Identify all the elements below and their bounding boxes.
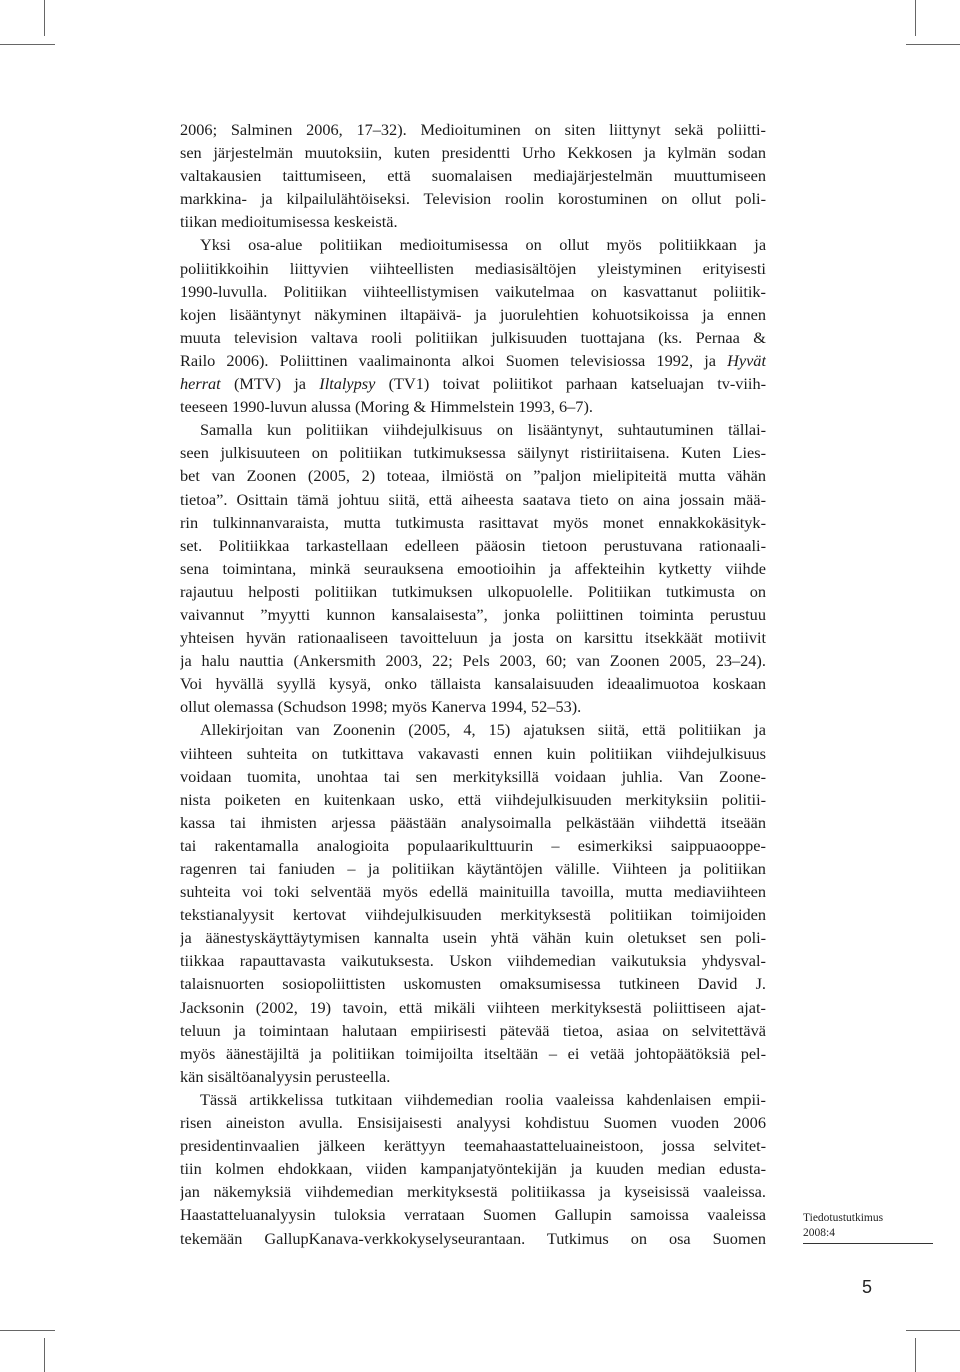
crop-mark xyxy=(0,44,55,45)
text-line: poliitikkoihin liittyvien viihteellisten mediasisältöjen yleistyminen erityisesti xyxy=(180,258,766,278)
text-line: seen julkisuuteen on politiikan tutkimuksessa säilynyt ristiriitaisena. Kuten Lies- xyxy=(180,443,766,463)
text-line: rajautuu helposti politiikan tutkimuksen ulkopuolelle. Politiikan tutkimusta on xyxy=(180,581,766,601)
text-line: 1990-luvulla. Politiikan viihteellistymisen vaikutelmaa on kasvattanut poliitik- xyxy=(180,281,766,301)
text-line: risen aineiston avulla. Ensisijaisesti analyysi kohdistuu Suomen vuoden 2006 xyxy=(180,1113,766,1133)
text-line: talaisnuorten sosiopoliittisten uskomusten omaksumisessa tutkineen David J. xyxy=(180,974,766,994)
text-line: voidaan tuomita, unohtaa tai sen merkityksillä voidaan juhlia. Van Zoone- xyxy=(180,766,766,786)
sidebar-divider xyxy=(803,1243,933,1244)
text-line: kojen lisääntynyt näkyminen iltapäivä- ja juorulehtien kohuotsikoissa ja ennen xyxy=(180,304,766,324)
journal-issue: 2008:4 xyxy=(803,1227,835,1239)
text-line: herrat (MTV) ja Iltalypsy (TV1) toivat poliitikot parhaan katseluajan tv-viih- xyxy=(180,374,766,394)
text-line: suhteita voi toki selventää myös edellä mainituilla tavoilla, mutta mediaviihteen xyxy=(180,882,766,902)
crop-mark xyxy=(44,1338,45,1372)
body-text xyxy=(180,118,766,1250)
text-line: ollut olemassa (Schudson 1998; myös Kanerva 1994, 52–53). xyxy=(180,697,582,717)
text-line: tekstianalyysit kertovat viihdejulkisuuden merkityksestä politiikan toimijoiden xyxy=(180,905,766,925)
text-line: Samalla kun politiikan viihdejulkisuus on lisääntynyt, suhtautuminen tällai- xyxy=(200,420,766,440)
text-line: Yksi osa-alue politiikan medioitumisessa on ollut myös politiikkaan ja xyxy=(200,235,766,255)
crop-mark xyxy=(0,1330,55,1331)
text-line: bet van Zoonen (2005, 2) toteaa, ilmiöstä on ”paljon mielipiteitä mutta vähän xyxy=(180,466,766,486)
text-line: myös äänestäjiltä ja politiikan toimijoilta itseltään – ei vetää johtopäätöksiä pel- xyxy=(180,1043,766,1063)
page-number: 5 xyxy=(862,1277,873,1297)
text-line: 2006; Salminen 2006, 17–32). Medioituminen on siten liittynyt sekä poliitti- xyxy=(180,120,766,139)
crop-mark xyxy=(906,44,960,45)
text-line: tiin kolmen ehdokkaan, viiden kampanjatyöntekijän ja kuuden median edusta- xyxy=(180,1159,766,1179)
text-line: tekemään GallupKanava-verkkokyselyseurantaan. Tutkimus on osa Suomen xyxy=(180,1228,766,1248)
text-line: Jacksonin (2002, 19) tavoin, että mikäli viihteen merkityksestä poliittiseen ajat- xyxy=(180,997,766,1017)
text-line: tiikkaa rapauttavasta vaikutuksesta. Uskon viihdemedian vaikutuksia yhdysval- xyxy=(180,951,766,971)
text-line: viihteen suhteita on tutkittava vakavasti ennen kuin politiikan viihdejulkisuus xyxy=(180,743,766,763)
journal-sidebar-note xyxy=(803,1211,883,1241)
text-line: ja äänestyskäyttäytymisen kannalta usein yhtä vähän kuin oletukset sen poli- xyxy=(180,928,766,948)
text-line: rin tulkinnanvaraista, mutta tutkimusta rasittavat myös monet ennakkokäsityk- xyxy=(180,512,766,532)
text-line: yhteisen hyvän rationaaliseen tavoitteluun ja josta on karsittu itsekkäät motiivit xyxy=(180,628,766,648)
crop-mark xyxy=(906,1330,960,1331)
crop-mark xyxy=(44,0,45,36)
text-line: Voi hyvällä syyllä kysyä, onko tällaista kansalaisuuden ideaalimuotoa koskaan xyxy=(180,674,766,694)
text-line: Tässä artikkelissa tutkitaan viihdemedian roolia vaaleissa kahdenlaisen empii- xyxy=(200,1089,766,1109)
text-line: tiikan medioitumisessa keskeistä. xyxy=(180,212,398,232)
text-line: tietoa”. Osittain tämä johtuu siitä, että aiheesta saatava tieto on aina jossain mää- xyxy=(180,489,766,509)
text-line: Railo 2006). Poliittinen vaalimainonta alkoi Suomen televisiossa 1992, ja Hyvät xyxy=(180,350,766,370)
text-line: jan näkemyksiä viihdemedian merkityksestä politiikassa ja kyseisissä vaaleissa. xyxy=(180,1182,766,1202)
text-line: tai rakentamalla analogioita populaarikulttuurin – esimerkiksi saippuaooppe- xyxy=(180,835,766,855)
text-line: set. Politiikkaa tarkastellaan edelleen pääosin tietoon perustuvana rationaali- xyxy=(180,535,766,555)
text-line: valtakausien taittumiseen, että suomalaisen mediajärjestelmän muuttumiseen xyxy=(180,166,766,186)
crop-mark xyxy=(915,0,916,36)
text-line: sena toimintana, minkä seurauksena emootioihin ja affekteihin kytketty viihde xyxy=(180,558,766,578)
text-line: teeseen 1990-luvun alussa (Moring & Himmelstein 1993, 6–7). xyxy=(180,397,593,417)
text-line: nista poiketen en kuitenkaan usko, että viihdejulkisuuden merkityksiin politii- xyxy=(180,789,766,809)
text-line: sen järjestelmän muutoksiin, kuten presidentti Urho Kekkosen ja kylmän sodan xyxy=(180,143,766,163)
text-line: muuta television valtava rooli politiikan julkisuuden tuottajana (ks. Pernaa & xyxy=(180,327,766,347)
text-line: markkina- ja kilpailulähtöiseksi. Television roolin korostuminen on ollut poli- xyxy=(180,189,766,209)
text-line: vaivannut ”myytti kunnon kansalaisesta”, jonka poliittinen toiminta perustuu xyxy=(180,604,766,624)
text-line: ja halu nauttia (Ankersmith 2003, 22; Pels 2003, 60; van Zoonen 2005, 23–24). xyxy=(180,651,766,671)
crop-mark xyxy=(915,1338,916,1372)
text-line: Allekirjoitan van Zoonenin (2005, 4, 15) ajatuksen siitä, että politiikan ja xyxy=(200,720,766,740)
text-line: kän sisältöanalyysin perusteella. xyxy=(180,1066,391,1086)
text-line: Haastatteluanalyysin tuloksia verrataan Suomen Gallupin samoissa vaaleissa xyxy=(180,1205,766,1225)
text-line: kassa tai ihmisten arjessa päästään analysoimalla pelkästään viihdettä itseään xyxy=(180,812,766,832)
text-line: ragenren tai faniuden – ja politiikan käytäntöjen välille. Viihteen ja politiikan xyxy=(180,859,766,878)
journal-name: Tiedotustutkimus xyxy=(803,1212,884,1224)
text-line: teluun ja toimintaan halutaan empiirisesti pätevää tietoa, asiaa on selvitettävä xyxy=(180,1020,766,1040)
text-line: presidentinvaalien jälkeen kerättyyn teemahaastatteluaineistoon, jossa selvitet- xyxy=(180,1136,766,1156)
